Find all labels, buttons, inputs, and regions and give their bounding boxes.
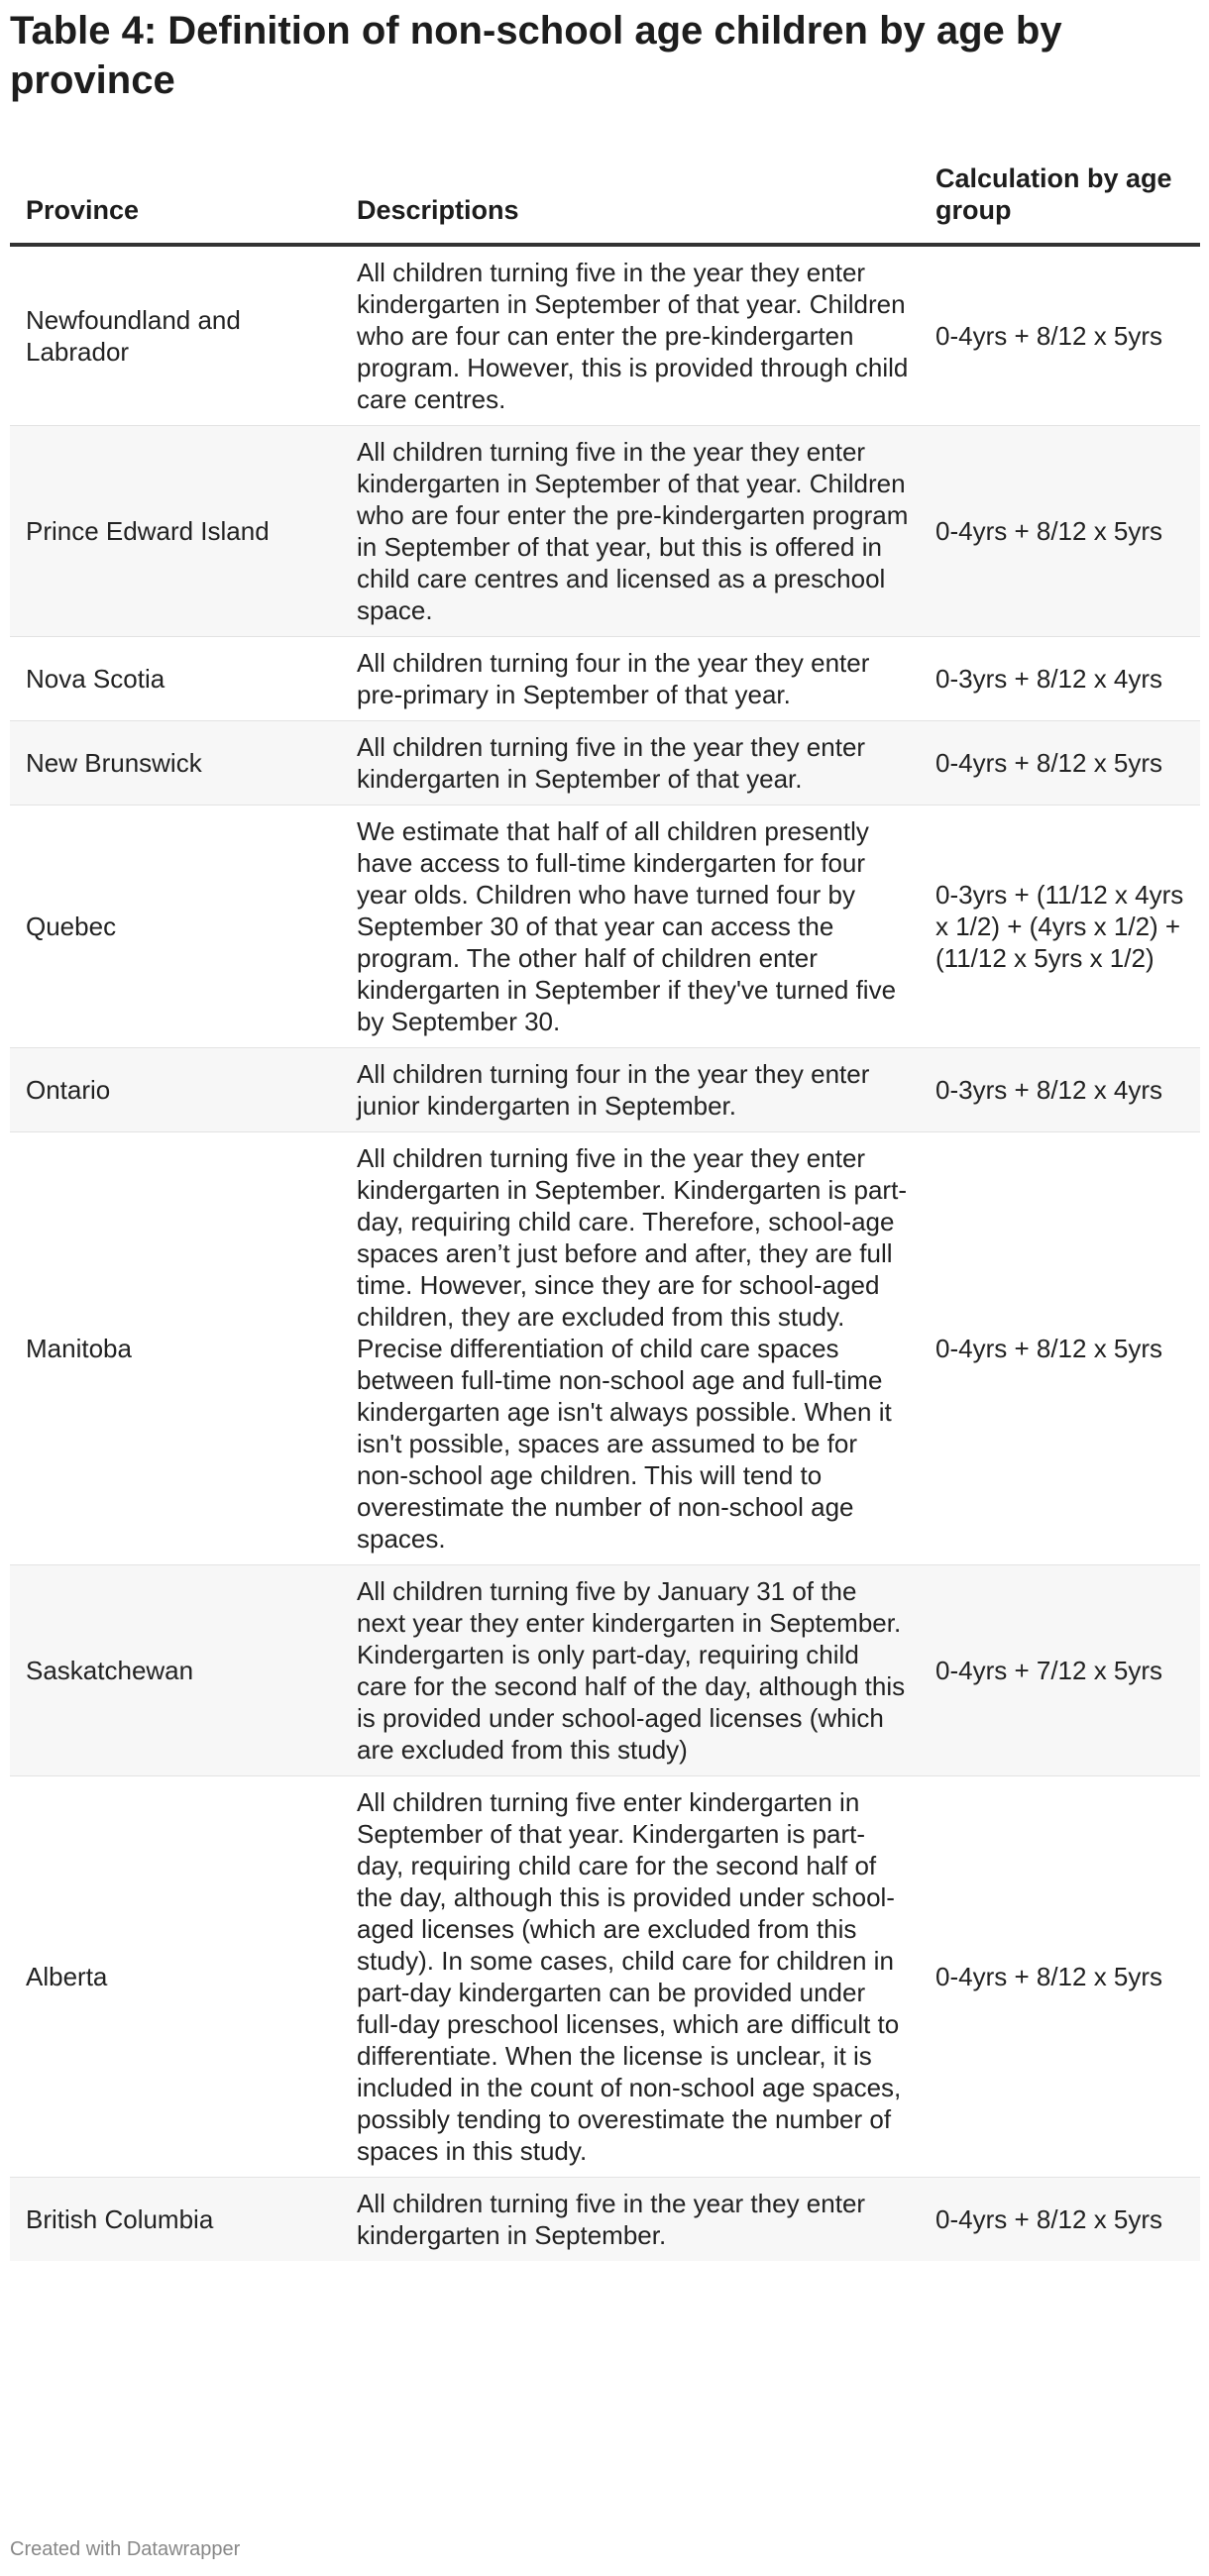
calculation-cell: 0-3yrs + 8/12 x 4yrs <box>932 637 1200 721</box>
data-table <box>10 141 1200 2261</box>
province-cell: Manitoba <box>10 1132 341 1565</box>
table-row <box>10 245 1200 426</box>
description-cell: All children turning four in the year they enter pre-primary in September of that year. <box>341 637 932 721</box>
province-cell: Ontario <box>10 1048 341 1132</box>
calculation-cell: 0-4yrs + 8/12 x 5yrs <box>932 2178 1200 2262</box>
table-row <box>10 1776 1200 2178</box>
calculation-cell: 0-4yrs + 8/12 x 5yrs <box>932 1132 1200 1565</box>
description-cell: All children turning five in the year they enter kindergarten in September of that year. Children who are four can enter the pre-kindergarten program. However, this is provided through child care centres. <box>341 245 932 426</box>
description-cell: All children turning five in the year they enter kindergarten in September. Kindergarten is part-day, requiring child care. Therefore, school-age spaces aren’t just before and after, they are full time. However, since they are for school-aged children, they are excluded from this study. Precise differentiation of child care spaces between full-time non-school age and full-time kindergarten age isn't always possible. When it isn't possible, spaces are assumed to be for non-school age children. This will tend to overestimate the number of non-school age spaces. <box>341 1132 932 1565</box>
province-cell: Newfoundland and Labrador <box>10 245 341 426</box>
province-cell: Nova Scotia <box>10 637 341 721</box>
header-row <box>10 141 1200 245</box>
province-cell: Quebec <box>10 805 341 1048</box>
table-body <box>10 245 1200 2261</box>
page-title: Table 4: Definition of non-school age children by age by province <box>10 9 1062 102</box>
calculation-cell: 0-4yrs + 8/12 x 5yrs <box>932 245 1200 426</box>
description-cell: All children turning five enter kindergarten in September of that year. Kindergarten is part-day, requiring child care for the second half of the day, although this is provided under school-aged licenses (which are excluded from this study). In some cases, child care for children in part-day kindergarten can be provided under full-day preschool licenses, which are difficult to differentiate. When the license is unclear, it is included in the count of non-school age spaces, possibly tending to overestimate the number of spaces in this study. <box>341 1776 932 2178</box>
province-cell: British Columbia <box>10 2178 341 2262</box>
table-row <box>10 805 1200 1048</box>
table-row <box>10 637 1200 721</box>
calculation-cell: 0-4yrs + 8/12 x 5yrs <box>932 721 1200 805</box>
province-cell: Saskatchewan <box>10 1565 341 1776</box>
footer-credit: Created with Datawrapper <box>10 2538 241 2560</box>
description-cell: All children turning five by January 31 of the next year they enter kindergarten in September. Kindergarten is only part-day, requiring child care for the second half of the day, although this is provided under school-aged licenses (which are excluded from this study) <box>341 1565 932 1776</box>
table-row <box>10 721 1200 805</box>
province-cell: Alberta <box>10 1776 341 2178</box>
province-cell: New Brunswick <box>10 721 341 805</box>
description-cell: All children turning five in the year they enter kindergarten in September. <box>341 2178 932 2262</box>
description-cell: All children turning four in the year they enter junior kindergarten in September. <box>341 1048 932 1132</box>
calculation-cell: 0-3yrs + 8/12 x 4yrs <box>932 1048 1200 1132</box>
calculation-cell: 0-3yrs + (11/12 x 4yrs x 1/2) + (4yrs x 1/2) + (11/12 x 5yrs x 1/2) <box>932 805 1200 1048</box>
description-cell: We estimate that half of all children presently have access to full-time kindergarten for four year olds. Children who have turned four by September 30 of that year can access the program. The other half of children enter kindergarten in September if they've turned five by September 30. <box>341 805 932 1048</box>
calculation-cell: 0-4yrs + 8/12 x 5yrs <box>932 1776 1200 2178</box>
calculation-cell: 0-4yrs + 7/12 x 5yrs <box>932 1565 1200 1776</box>
province-cell: Prince Edward Island <box>10 426 341 637</box>
table-header <box>10 141 1200 245</box>
table-row <box>10 2178 1200 2262</box>
table-row <box>10 1048 1200 1132</box>
table-row <box>10 426 1200 637</box>
table-row <box>10 1565 1200 1776</box>
calculation-cell: 0-4yrs + 8/12 x 5yrs <box>932 426 1200 637</box>
description-cell: All children turning five in the year they enter kindergarten in September of that year. <box>341 721 932 805</box>
description-cell: All children turning five in the year they enter kindergarten in September of that year. Children who are four enter the pre-kindergarten program in September of that year, but this is offered in child care centres and licensed as a preschool space. <box>341 426 932 637</box>
table-row <box>10 1132 1200 1565</box>
column-header-province: Province <box>10 141 341 245</box>
column-header-calculation: Calculation by age group <box>932 141 1200 245</box>
column-header-descriptions: Descriptions <box>341 141 932 245</box>
